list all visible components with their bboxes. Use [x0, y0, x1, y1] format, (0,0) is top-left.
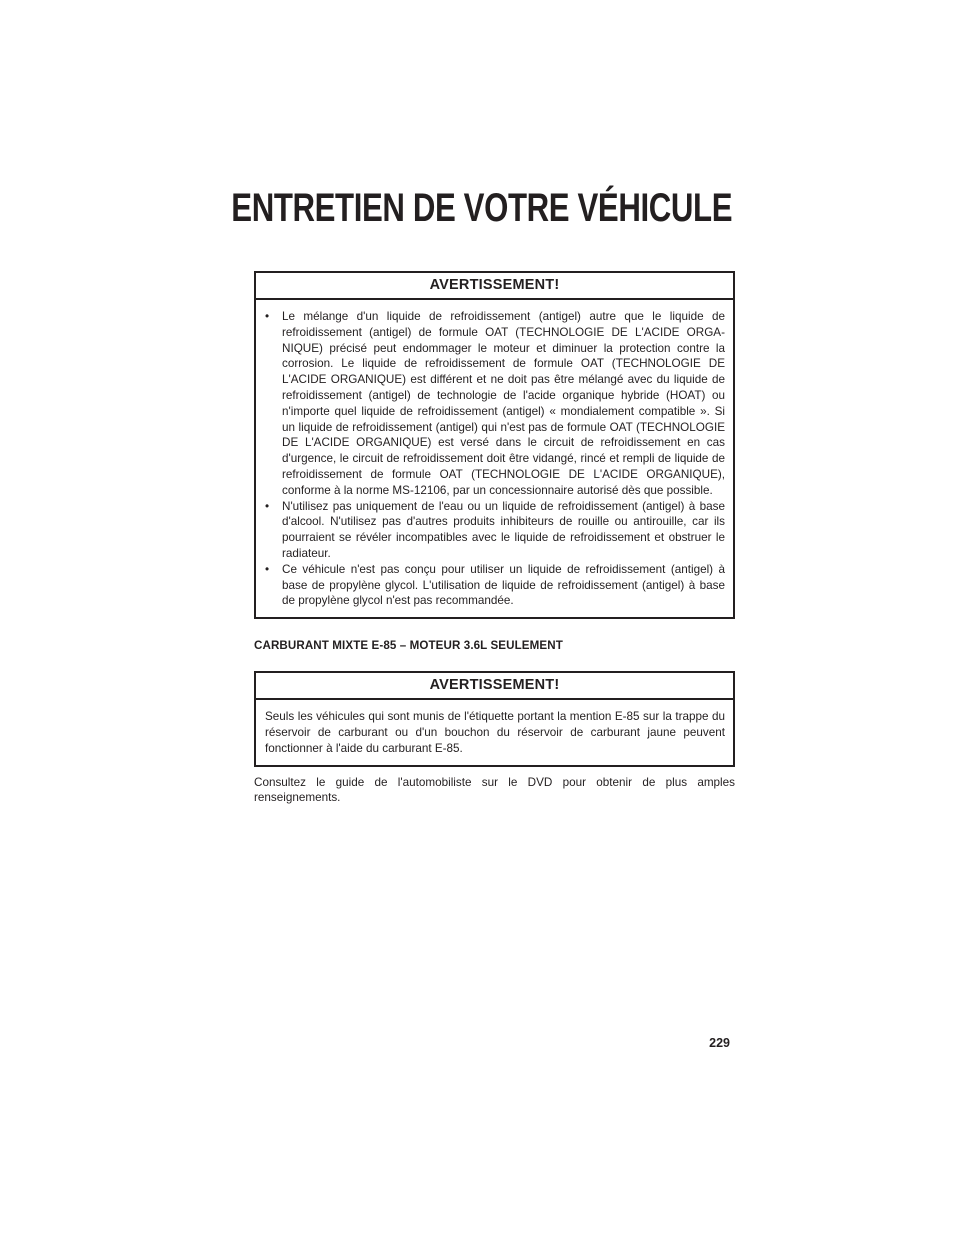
warning-title: AVERTISSEMENT! — [256, 673, 733, 700]
e85-warning-box — [254, 671, 735, 766]
warning-body — [256, 300, 733, 617]
coolant-warning-box — [254, 271, 735, 619]
warning-body — [256, 700, 733, 764]
warning-bullet-list — [265, 309, 725, 609]
bullet-icon: • — [265, 499, 270, 513]
body-paragraph: Consultez le guide de l'automobiliste sur le DVD pour obtenir de plus amples renseignements. — [254, 775, 735, 805]
bullet-text: Le mélange d'un liquide de refroidissement (antigel) autre que le liquide de refroidissement (antigel) de formule OAT (TECHNOLOGIE DE L'ACIDE ORGA-NIQUE) précisé peut endommager le moteur et diminuer la protection contre la corrosion. Le liquide de refroidissement de formule OAT (TECHNOLOGIE DE L'ACIDE ORGANIQUE) est différent et ne doit pas être mélangé avec du liquide de refroidissement (antigel) de technologie de l'acide organique hybride (HOAT) ou n'importe quel liquide de refroidissement (antigel) « mondialement compatible ». Si un liquide de refroidissement (antigel) qui n'est pas de formule OAT (TECHNOLOGIE DE L'ACIDE ORGANIQUE) est versé dans le circuit de refroidissement en cas d'urgence, le circuit de refroidissement doit être vidangé, rincé et rempli de liquide de refroidissement de formule OAT (TECHNOLOGIE DE L'ACIDE ORGANIQUE), conforme à la norme MS-12106, par un concessionnaire autorisé dès que possible. — [282, 310, 725, 497]
page-number: 229 — [709, 1036, 730, 1050]
bullet-text: Ce véhicule n'est pas conçu pour utiliser un liquide de refroidissement (antigel) à base de propylène glycol. L'utilisation de liquide de refroidissement (antigel) à base de propylène glycol n'est pas recommandée. — [282, 562, 725, 608]
page-content — [254, 271, 735, 806]
section-heading: CARBURANT MIXTE E-85 – MOTEUR 3.6L SEULEMENT — [254, 639, 563, 653]
warning-text: Seuls les véhicules qui sont munis de l'étiquette portant la mention E-85 sur la trappe du réservoir de carburant ou d'un bouchon du réservoir de carburant jaune peuvent fonctionner à l'aide du carburant E-85. — [265, 710, 725, 755]
bullet-text: N'utilisez pas uniquement de l'eau ou un liquide de refroidissement (antigel) à base d'alcool. N'utilisez pas d'autres produits inhibiteurs de rouille ou antirouille, car ils pourraient se révéler incompatibles avec le liquide de refroidissement et obstruer le radiateur. — [282, 499, 725, 560]
bullet-icon: • — [265, 310, 270, 323]
warning-bullet-item — [265, 562, 725, 609]
warning-title: AVERTISSEMENT! — [256, 273, 733, 300]
chapter-title: ENTRETIEN DE VOTRE VÉHICULE — [231, 186, 732, 230]
warning-bullet-item — [265, 309, 725, 499]
warning-bullet-item — [265, 499, 725, 562]
bullet-icon: • — [265, 562, 270, 576]
